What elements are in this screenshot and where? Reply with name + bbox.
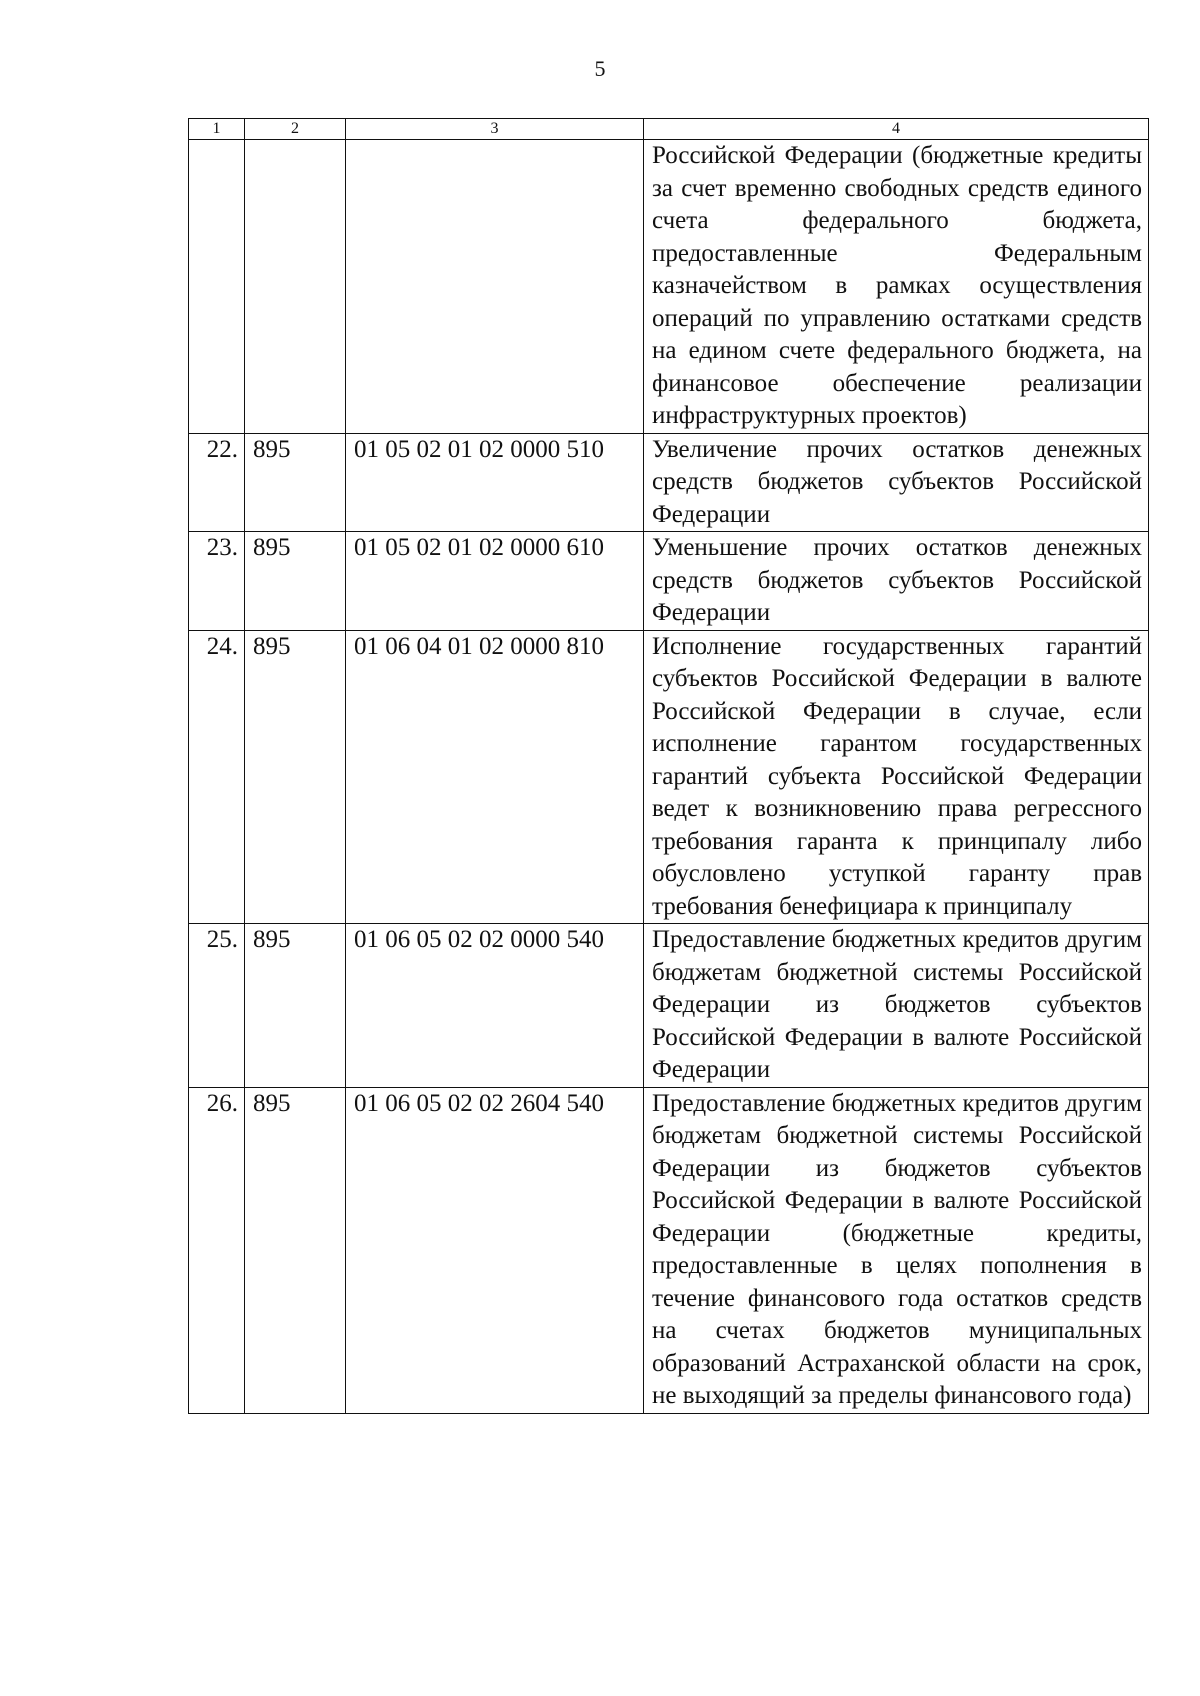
table-row [189, 433, 1149, 532]
description-cell: Исполнение государственных гарантий субъектов Российской Федерации в валюте Российской Федерации в случае, если исполнение гарантом государственных гарантий субъекта Российской Федерации ведет к возникновению права регрессного требования гаранта к принципалу либо обусловлено уступкой гаранту прав требования бенефициара к принципалу [644, 630, 1149, 924]
description-cell: Увеличение прочих остатков денежных средств бюджетов субъектов Российской Федерации [644, 433, 1149, 532]
column-header-2: 2 [245, 119, 346, 140]
admin-code-cell: 895 [245, 630, 346, 924]
row-number-cell: 23. [189, 532, 245, 631]
description-cell: Предоставление бюджетных кредитов другим бюджетам бюджетной системы Российской Федерации из бюджетов субъектов Российской Федерации в валюте Российской Федерации (бюджетные кредиты, предоставленные в целях пополнения в течение финансового года остатков средств на счетах бюджетов муниципальных образований Астраханской области на срок, не выходящий за пределы финансового года) [644, 1087, 1149, 1413]
table-header-row [189, 119, 1149, 140]
budget-code-cell: 01 06 05 02 02 0000 540 [346, 924, 644, 1088]
row-number-cell: 22. [189, 433, 245, 532]
description-cell: Уменьшение прочих остатков денежных средств бюджетов субъектов Российской Федерации [644, 532, 1149, 631]
table-row [189, 630, 1149, 924]
row-number-cell: 26. [189, 1087, 245, 1413]
column-header-3: 3 [346, 119, 644, 140]
admin-code-cell [245, 140, 346, 434]
budget-code-cell: 01 06 05 02 02 2604 540 [346, 1087, 644, 1413]
admin-code-cell: 895 [245, 924, 346, 1088]
table-row-continuation [189, 140, 1149, 434]
row-number-cell: 24. [189, 630, 245, 924]
column-header-1: 1 [189, 119, 245, 140]
page-number: 5 [594, 56, 606, 81]
admin-code-cell: 895 [245, 1087, 346, 1413]
row-number-cell [189, 140, 245, 434]
table-row [189, 924, 1149, 1088]
row-number-cell: 25. [189, 924, 245, 1088]
description-cell: Предоставление бюджетных кредитов другим бюджетам бюджетной системы Российской Федерации из бюджетов субъектов Российской Федерации в валюте Российской Федерации [644, 924, 1149, 1088]
column-header-4: 4 [644, 119, 1149, 140]
table-row [189, 1087, 1149, 1413]
sources-table [188, 118, 1149, 1414]
admin-code-cell: 895 [245, 532, 346, 631]
table-row [189, 532, 1149, 631]
budget-code-cell [346, 140, 644, 434]
description-cell: Российской Федерации (бюджетные кредиты за счет временно свободных средств единого счета федерального бюджета, предоставленные Федеральным казначейством в рамках осуществления операций по управлению остатками средств на едином счете федерального бюджета, на финансовое обеспечение реализации инфраструктурных проектов) [644, 140, 1149, 434]
budget-code-cell: 01 06 04 01 02 0000 810 [346, 630, 644, 924]
budget-code-cell: 01 05 02 01 02 0000 610 [346, 532, 644, 631]
budget-code-cell: 01 05 02 01 02 0000 510 [346, 433, 644, 532]
admin-code-cell: 895 [245, 433, 346, 532]
